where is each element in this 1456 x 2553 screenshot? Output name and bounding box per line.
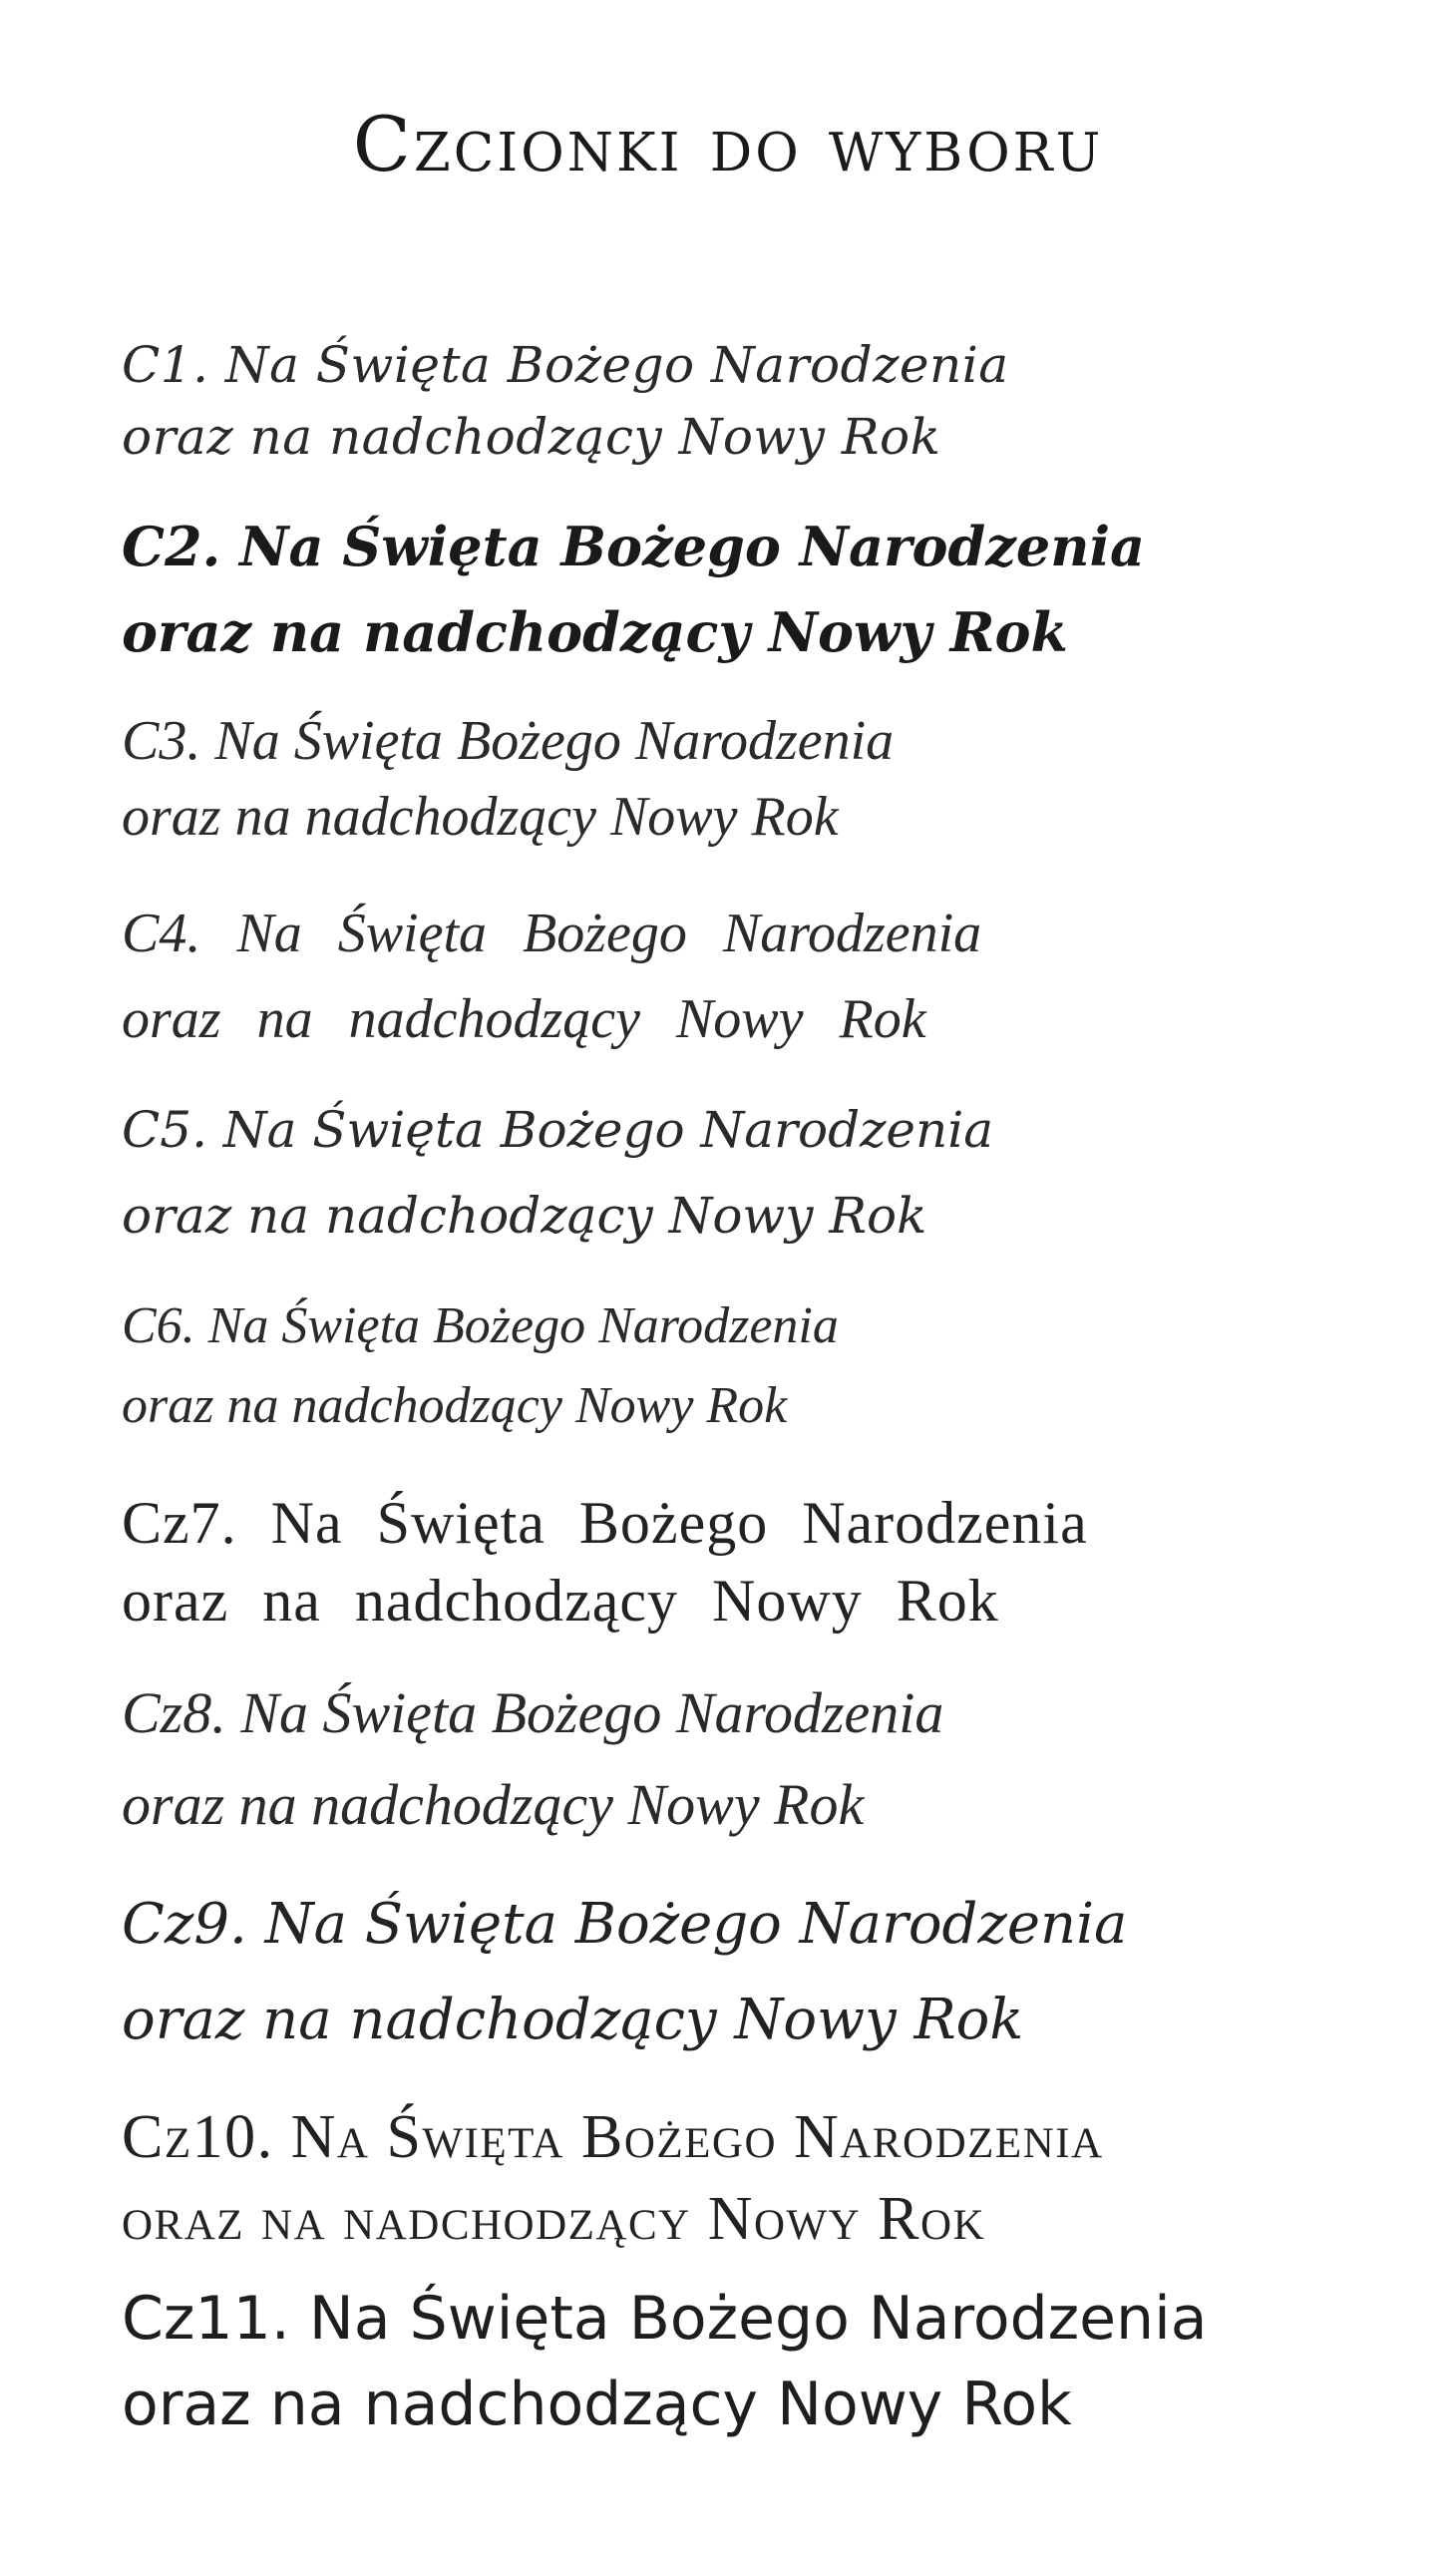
font-sample-line-2: oraz na nadchodzący Nowy Rok — [122, 1377, 788, 1434]
font-sample-line-2: oraz na nadchodzący Nowy Rok — [122, 600, 1068, 664]
font-sample-c3 — [122, 703, 1418, 855]
font-sample-line-2: oraz na nadchodzący Nowy Rok — [122, 2185, 986, 2253]
font-sample-line-1: Cz11. Na Święta Bożego Narodzenia — [122, 2284, 1208, 2354]
font-sample-c1 — [122, 329, 1418, 473]
font-sample-line-1: C5. Na Święta Bożego Narodzenia — [122, 1101, 994, 1159]
font-sample-cz10 — [122, 2096, 1418, 2260]
font-sample-line-1: Cz10. Na Święta Bożego Narodzenia — [122, 2103, 1104, 2171]
font-sample-line-2: oraz na nadchodzący Nowy Rok — [122, 1988, 1024, 2052]
font-sample-line-2: oraz na nadchodzący Nowy Rok — [122, 988, 926, 1050]
font-sample-cz9 — [122, 1877, 1418, 2068]
font-sample-line-1: C1. Na Święta Bożego Narodzenia — [122, 336, 1009, 394]
font-sample-c4 — [122, 891, 1418, 1062]
font-sample-line-1: C3. Na Święta Bożego Narodzenia — [122, 710, 895, 772]
font-sample-c2 — [122, 504, 1418, 675]
font-sample-line-1: C4. Na Święta Bożego Narodzenia — [122, 903, 982, 964]
font-sample-line-1: Cz8. Na Święta Bożego Narodzenia — [122, 1680, 944, 1745]
font-sample-line-1: C6. Na Święta Bożego Narodzenia — [122, 1297, 839, 1354]
font-sample-line-2: oraz na nadchodzący Nowy Rok — [122, 786, 839, 848]
font-sample-c5 — [122, 1087, 1418, 1259]
font-sample-cz11 — [122, 2276, 1418, 2447]
font-sample-line-1: C2. Na Święta Bożego Narodzenia — [122, 515, 1145, 578]
font-sample-cz7 — [122, 1484, 1418, 1640]
font-sample-line-2: oraz na nadchodzący Nowy Rok — [122, 408, 941, 466]
page-title: Czcionki do wyboru — [352, 100, 1104, 188]
font-sample-line-2: oraz na nadchodzący Nowy Rok — [122, 1187, 927, 1245]
font-sample-line-2: oraz na nadchodzący Nowy Rok — [122, 2370, 1072, 2439]
font-sample-cz8 — [122, 1667, 1418, 1851]
font-sample-line-2: oraz na nadchodzący Nowy Rok — [122, 1772, 865, 1837]
font-sample-line-1: Cz9. Na Święta Bożego Narodzenia — [122, 1892, 1128, 1957]
font-sample-line-1: Cz7. Na Święta Bożego Narodzenia — [122, 1490, 1088, 1556]
font-sample-line-2: oraz na nadchodzący Nowy Rok — [122, 1568, 999, 1634]
font-sample-c6 — [122, 1286, 1418, 1446]
